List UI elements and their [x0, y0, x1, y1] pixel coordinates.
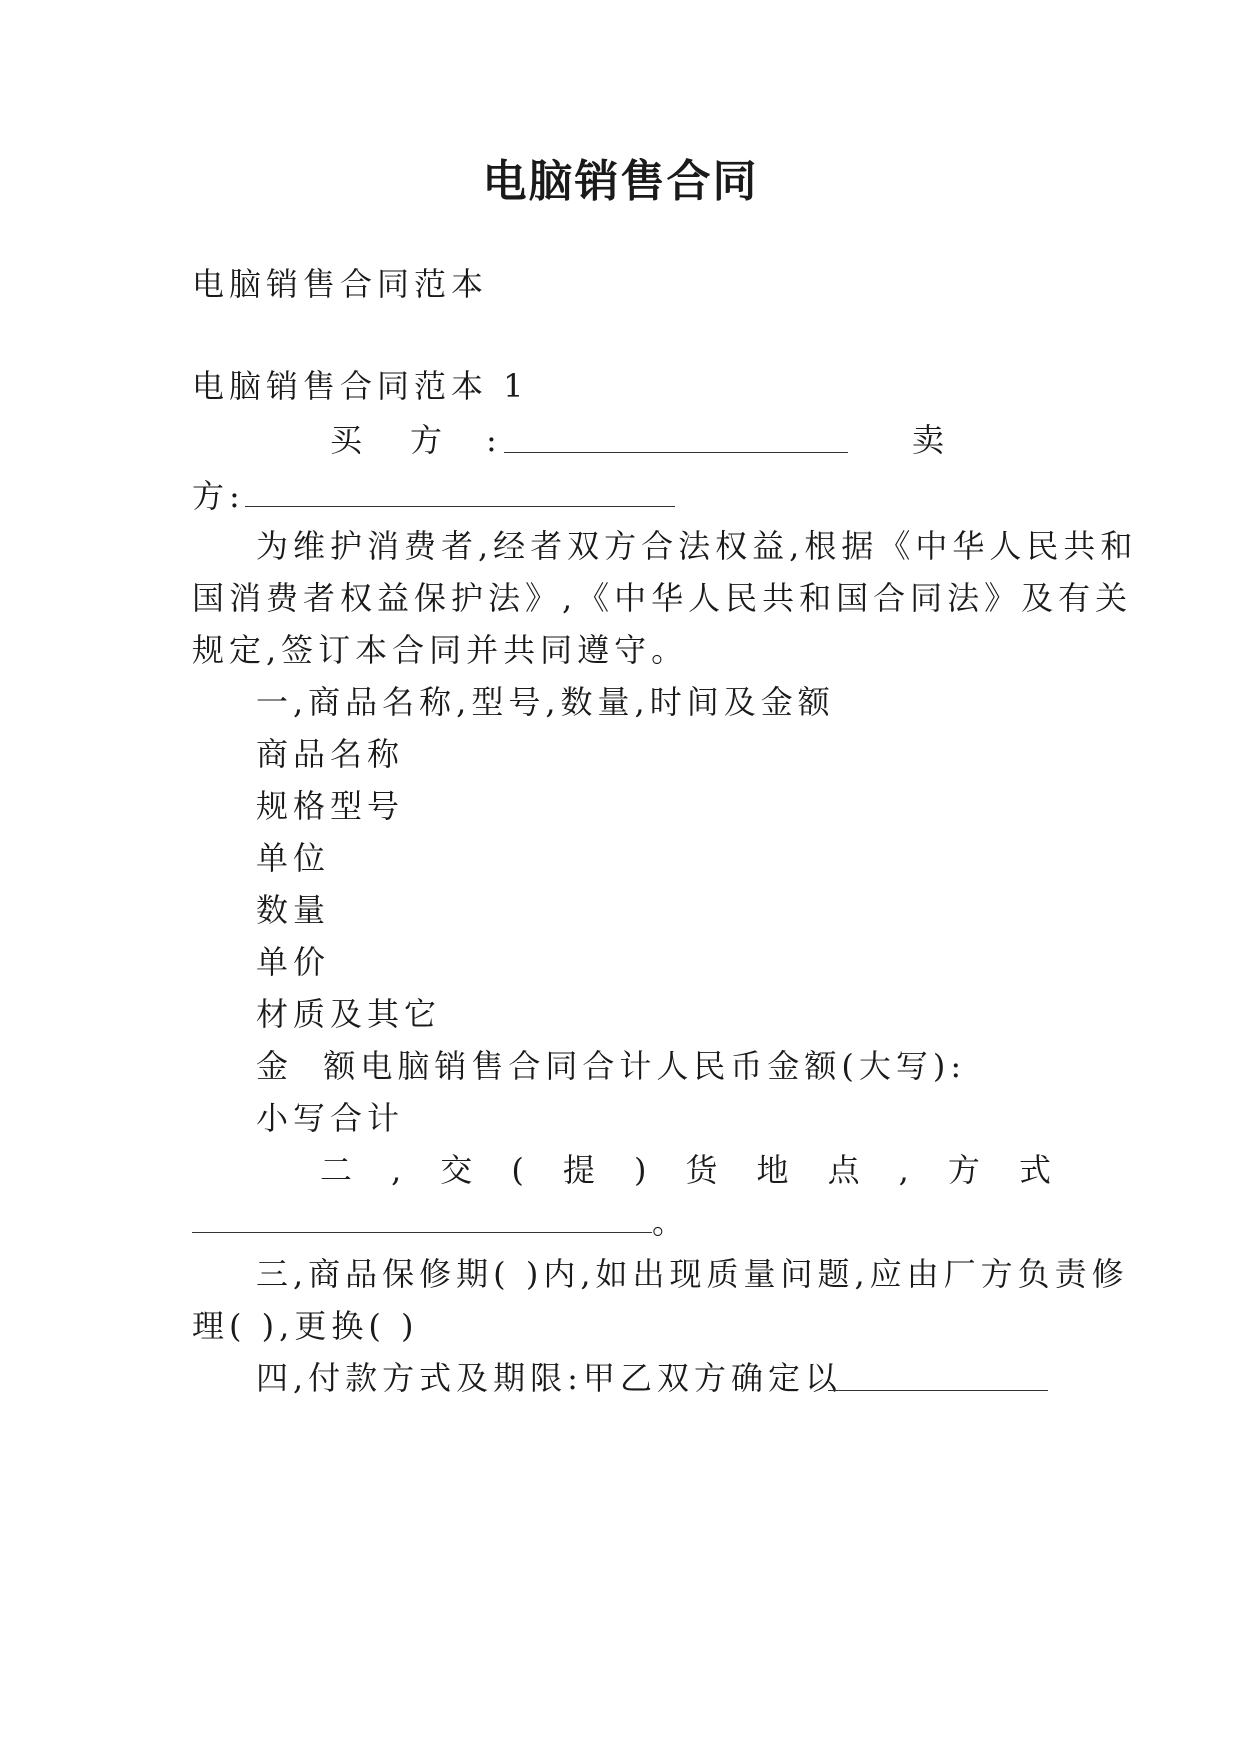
item-field-label: 规格型号 [256, 787, 405, 825]
section-4-text: 四,付款方式及期限:甲乙双方确定以 [256, 1359, 842, 1397]
document-title: 电脑销售合同 [482, 156, 759, 207]
buyer-label-char: 买 [330, 421, 368, 459]
section-4-line [256, 1356, 1056, 1400]
item-field-label: 数量 [256, 891, 331, 929]
section-2-char: 地 [756, 1151, 794, 1189]
item-field-label: 材质及其它 [256, 995, 442, 1033]
intro-paragraph-line: 规定,签订本合同并共同遵守。 [192, 631, 689, 669]
section-1-heading: 一,商品名称,型号,数量,时间及金额 [256, 683, 835, 721]
section-2-char: , [391, 1151, 407, 1189]
section-2-char: 提 [562, 1151, 600, 1189]
subtotal-line: 小写合计 [256, 1099, 405, 1137]
section-2-char: 式 [1018, 1151, 1056, 1189]
seller-blank[interactable] [245, 472, 675, 507]
section-heading-template-1: 电脑销售合同范本 1 [192, 367, 529, 405]
section-2-char: ) [633, 1151, 652, 1189]
payment-blank[interactable] [828, 1356, 1048, 1391]
seller-label: 方: [192, 477, 245, 515]
buyer-label-colon: : [486, 421, 502, 459]
section-2-char: , [898, 1151, 914, 1189]
section-2-heading [320, 1148, 1056, 1192]
item-field-label: 单价 [256, 943, 331, 981]
section-2-char: 交 [440, 1151, 478, 1189]
section-2-char: ( [511, 1151, 529, 1189]
intro-paragraph-line: 国消费者权益保护法》,《中华人民共和国合同法》及有关 [192, 579, 1133, 617]
section-2-char: 方 [947, 1151, 985, 1189]
sentence-end: 。 [652, 1203, 690, 1241]
delivery-blank[interactable] [192, 1198, 652, 1233]
buyer-label-char: 方 [410, 421, 448, 459]
buyer-blank[interactable] [504, 418, 848, 453]
section-2-char: 点 [827, 1151, 865, 1189]
document-subtitle: 电脑销售合同范本 [192, 265, 489, 303]
section-3-line: 三,商品保修期( )内,如出现质量问题,应由厂方负责修 [256, 1255, 1129, 1293]
delivery-blank-line [192, 1198, 1056, 1244]
seller-label-char: 卖 [912, 421, 950, 459]
item-field-label: 单位 [256, 839, 331, 877]
item-field-label: 商品名称 [256, 735, 405, 773]
intro-paragraph-line: 为维护消费者,经者双方合法权益,根据《中华人民共和 [256, 527, 1138, 565]
section-2-char: 二 [320, 1151, 358, 1189]
seller-line [192, 472, 1056, 518]
section-2-char: 货 [685, 1151, 723, 1189]
section-3-line: 理( ),更换( ) [192, 1307, 419, 1345]
amount-line: 金 额电脑销售合同合计人民币金额(大写): [256, 1047, 967, 1085]
